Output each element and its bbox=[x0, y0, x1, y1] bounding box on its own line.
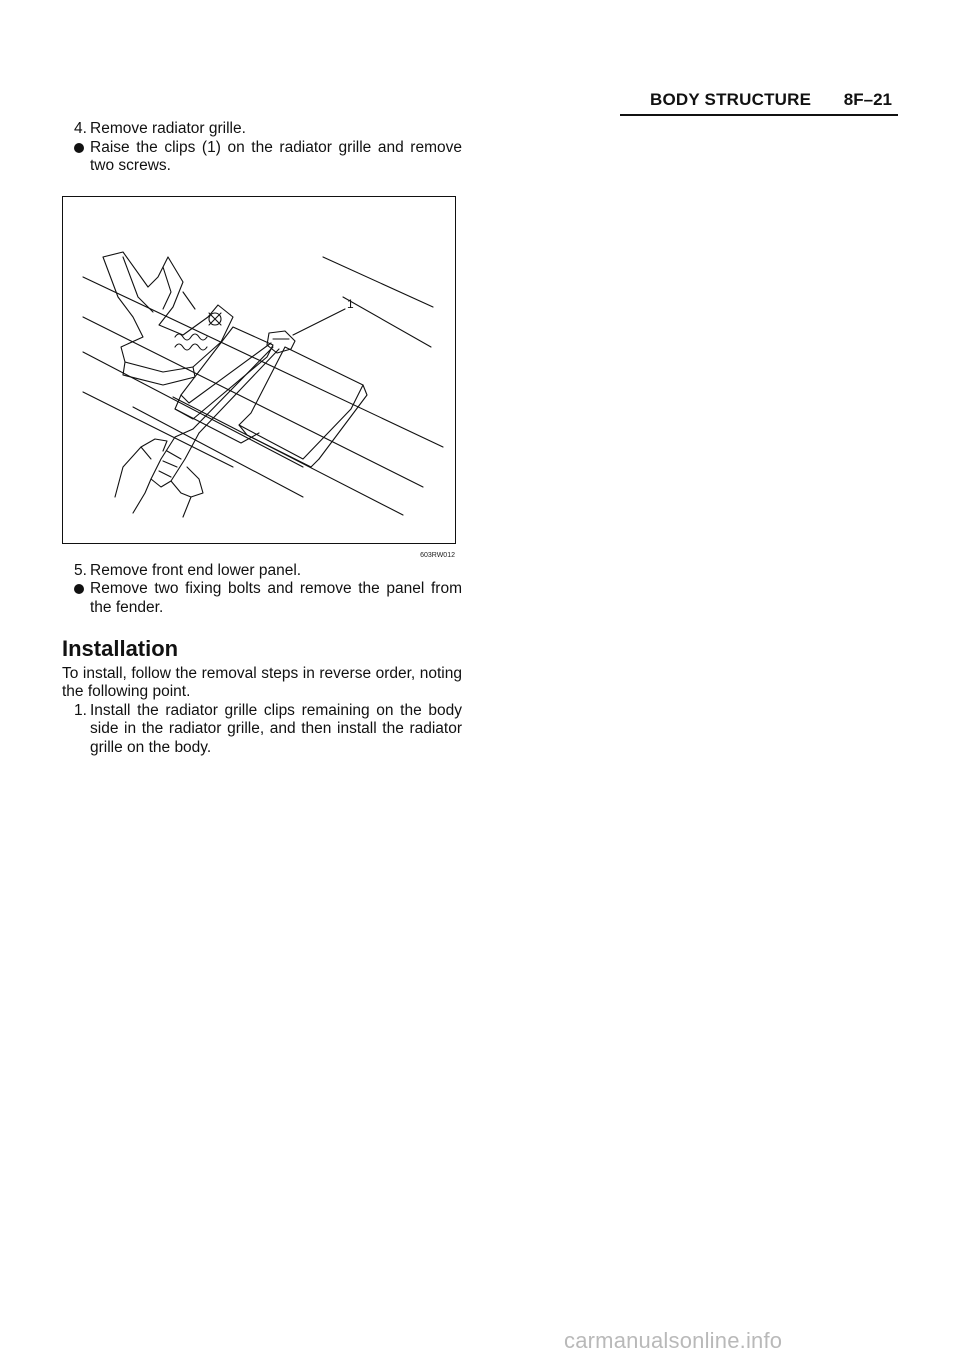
main-content bbox=[62, 120, 462, 757]
step-number: 1. bbox=[74, 701, 87, 719]
page-header bbox=[620, 88, 898, 116]
installation-heading: Installation bbox=[62, 636, 179, 661]
installation-step-1 bbox=[62, 702, 462, 758]
step-text: Remove front end lower panel. bbox=[90, 561, 302, 579]
watermark: carmanualsonline.info bbox=[564, 1328, 783, 1353]
section-title: BODY STRUCTURE bbox=[650, 90, 812, 109]
step-text: Install the radiator grille clips remaining on the body side in the radiator grille, and then install the radiator grille on the body. bbox=[90, 701, 462, 756]
bullet-icon bbox=[74, 584, 84, 594]
removal-step-4-bullet bbox=[62, 139, 462, 176]
figure-radiator-grille-clip bbox=[62, 196, 456, 559]
bullet-text: Remove two fixing bolts and remove the panel from the fender. bbox=[90, 580, 462, 616]
figure-callout-1: 1 bbox=[347, 296, 354, 311]
removal-step-4 bbox=[62, 120, 462, 139]
figure-code: 603RW012 bbox=[420, 551, 455, 559]
bullet-icon bbox=[74, 143, 84, 153]
step-text: Remove radiator grille. bbox=[90, 120, 246, 137]
step-number: 5. bbox=[74, 561, 87, 579]
step-number: 4. bbox=[74, 120, 87, 137]
page-number: 8F–21 bbox=[843, 90, 892, 109]
removal-step-5-bullet bbox=[62, 580, 462, 617]
removal-step-5 bbox=[62, 562, 462, 581]
radiator-grille-illustration bbox=[63, 197, 457, 545]
installation-intro: To install, follow the removal steps in reverse order, noting the following point. bbox=[62, 664, 462, 700]
bullet-text: Raise the clips (1) on the radiator grille and remove two screws. bbox=[90, 138, 462, 174]
